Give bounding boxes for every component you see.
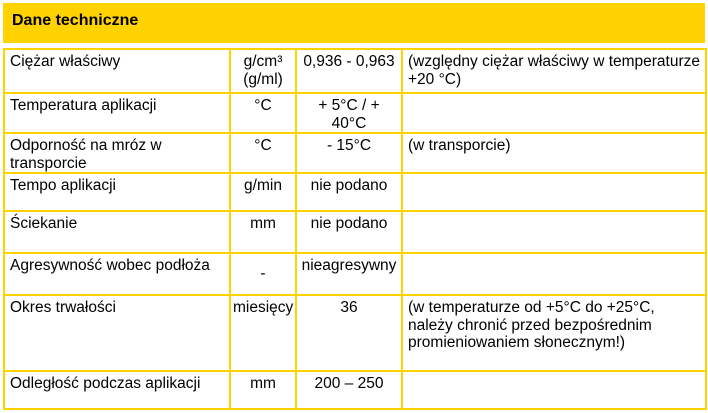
value-cell: 36 [296, 295, 402, 371]
property-cell: Odporność na mróz w transporcie [4, 133, 230, 173]
value-cell: 200 – 250 [296, 371, 402, 409]
value-cell: - 15°C [296, 133, 402, 173]
unit-cell: mm [230, 211, 296, 253]
table-row [4, 133, 706, 173]
property-cell: Agresywność wobec podłoża [4, 253, 230, 295]
table-row [4, 49, 706, 93]
note-cell: (w temperaturze od +5°C do +25°C, należy chronić przed bezpośrednim promieniowaniem słonecznym!) [402, 295, 706, 371]
note-cell [402, 173, 706, 211]
value-cell: nieagresywny [296, 253, 402, 295]
value-cell: 0,936 - 0,963 [296, 49, 402, 93]
property-cell: Ciężar właściwy [4, 49, 230, 93]
note-cell [402, 371, 706, 409]
table-row [4, 211, 706, 253]
table-row [4, 93, 706, 133]
section-title: Dane techniczne [12, 12, 139, 29]
table-row [4, 173, 706, 211]
value-cell: nie podano [296, 211, 402, 253]
unit-cell: g/cm³ (g/ml) [230, 49, 296, 93]
technical-data-sheet [3, 3, 705, 409]
unit-cell: miesięcy [230, 295, 296, 371]
table-row [4, 371, 706, 409]
table-row [4, 253, 706, 295]
note-cell [402, 93, 706, 133]
unit-cell: °C [230, 133, 296, 173]
note-cell: (w transporcie) [402, 133, 706, 173]
table-row [4, 295, 706, 371]
unit-cell: °C [230, 93, 296, 133]
property-cell: Temperatura aplikacji [4, 93, 230, 133]
technical-data-table [3, 48, 707, 410]
value-cell: + 5°C / + 40°C [296, 93, 402, 133]
note-cell: (względny ciężar właściwy w temperaturze +20 °C) [402, 49, 706, 93]
property-cell: Odległość podczas aplikacji [4, 371, 230, 409]
property-cell: Okres trwałości [4, 295, 230, 371]
property-cell: Ściekanie [4, 211, 230, 253]
section-header [3, 3, 705, 43]
value-cell: nie podano [296, 173, 402, 211]
note-cell [402, 211, 706, 253]
unit-cell: - [230, 253, 296, 295]
note-cell [402, 253, 706, 295]
property-cell: Tempo aplikacji [4, 173, 230, 211]
unit-cell: mm [230, 371, 296, 409]
unit-cell: g/min [230, 173, 296, 211]
